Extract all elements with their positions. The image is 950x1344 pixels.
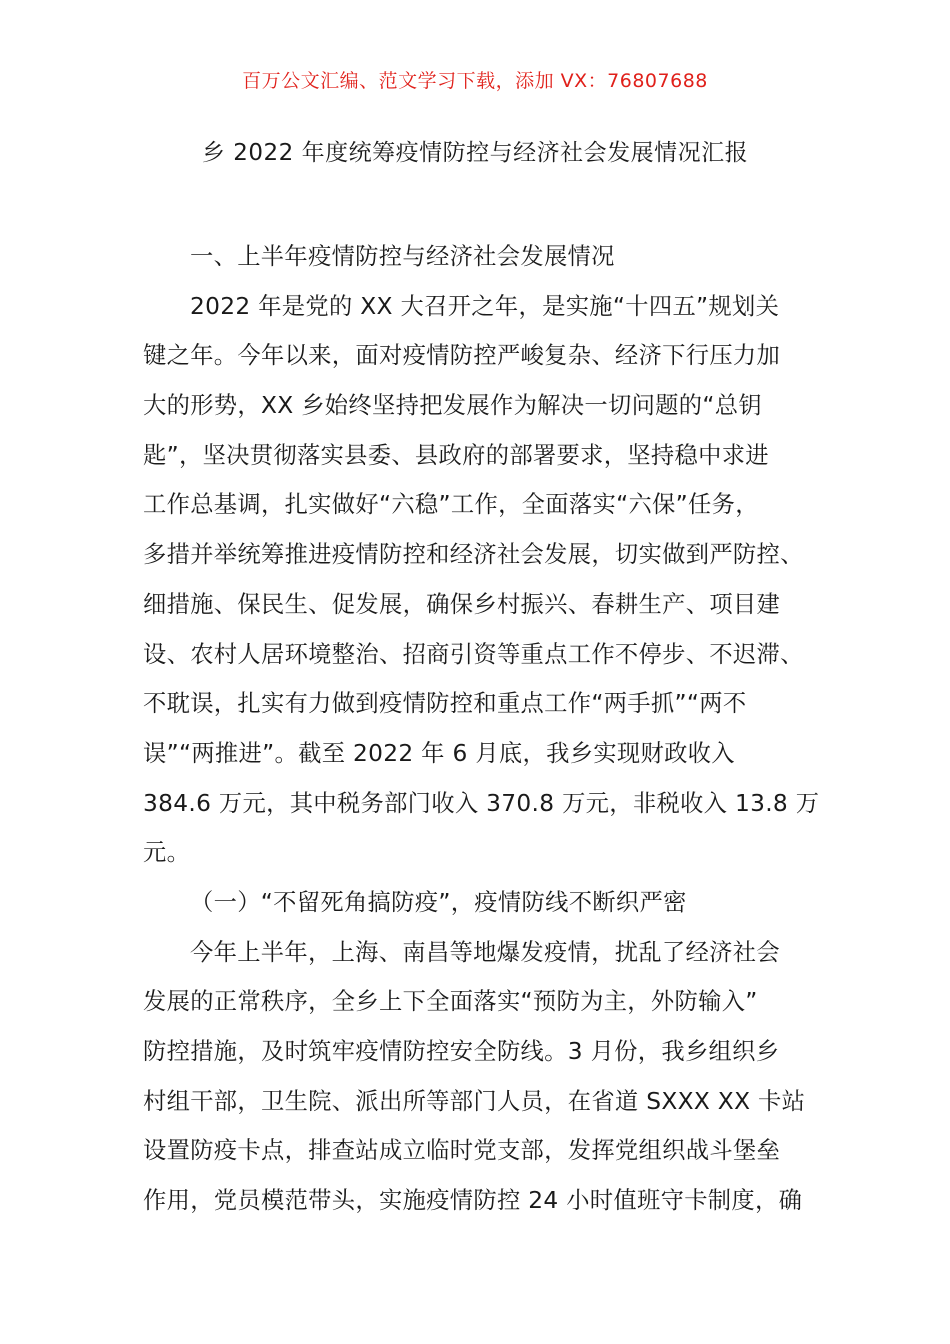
paragraph-line: 大的形势，XX 乡始终坚持把发展作为解决一切问题的“总钥 xyxy=(143,392,762,420)
paragraph-line: 村组干部，卫生院、派出所等部门人员，在省道 SXXX XX 卡站 xyxy=(143,1087,806,1115)
paragraph-line: 误”“两推进”。截至 2022 年 6 月底，我乡实现财政收入 xyxy=(143,739,735,767)
paragraph-line: 2022 年是党的 XX 大召开之年，是实施“十四五”规划关 xyxy=(190,292,780,320)
paragraph-line: 作用，党员模范带头，实施疫情防控 24 小时值班守卡制度，确 xyxy=(143,1187,803,1215)
section-heading: 一、上半年疫情防控与经济社会发展情况 xyxy=(190,243,615,270)
paragraph-line: 匙”，坚决贯彻落实县委、县政府的部署要求，坚持稳中求进 xyxy=(143,441,769,469)
document-body xyxy=(143,232,820,1226)
subsection-heading: （一）“不留死角搞防疫”，疫情防线不断织严密 xyxy=(190,888,687,916)
paragraph-line: 多措并举统筹推进疫情防控和经济社会发展，切实做到严防控、 xyxy=(143,541,804,569)
header-banner: 百万公文汇编、范文学习下载，添加 VX：76807688 xyxy=(242,70,708,92)
paragraph-line: 元。 xyxy=(143,839,191,867)
paragraph-line: 细措施、保民生、促发展，确保乡村振兴、春耕生产、项目建 xyxy=(143,590,781,618)
paragraph-line: 设置防疫卡点，排查站成立临时党支部，发挥党组织战斗堡垒 xyxy=(143,1137,781,1165)
paragraph-line: 不耽误，扎实有力做到疫情防控和重点工作“两手抓”“两不 xyxy=(143,690,747,718)
document-title: 乡 2022 年度统筹疫情防控与经济社会发展情况汇报 xyxy=(201,140,749,166)
paragraph-line: 防控措施，及时筑牢疫情防控安全防线。3 月份，我乡组织乡 xyxy=(143,1038,780,1065)
paragraph-line: 键之年。今年以来，面对疫情防控严峻复杂、经济下行压力加 xyxy=(143,342,781,370)
paragraph-line: 384.6 万元，其中税务部门收入 370.8 万元，非税收入 13.8 万 xyxy=(143,789,820,817)
paragraph-line: 工作总基调，扎实做好“六稳”工作，全面落实“六保”任务， xyxy=(143,491,759,519)
paragraph-line: 设、农村人居环境整治、招商引资等重点工作不停步、不迟滞、 xyxy=(143,640,804,668)
paragraph-line: 今年上半年，上海、南昌等地爆发疫情，扰乱了经济社会 xyxy=(190,938,780,966)
paragraph-line: 发展的正常秩序，全乡上下全面落实“预防为主，外防输入” xyxy=(143,988,758,1016)
